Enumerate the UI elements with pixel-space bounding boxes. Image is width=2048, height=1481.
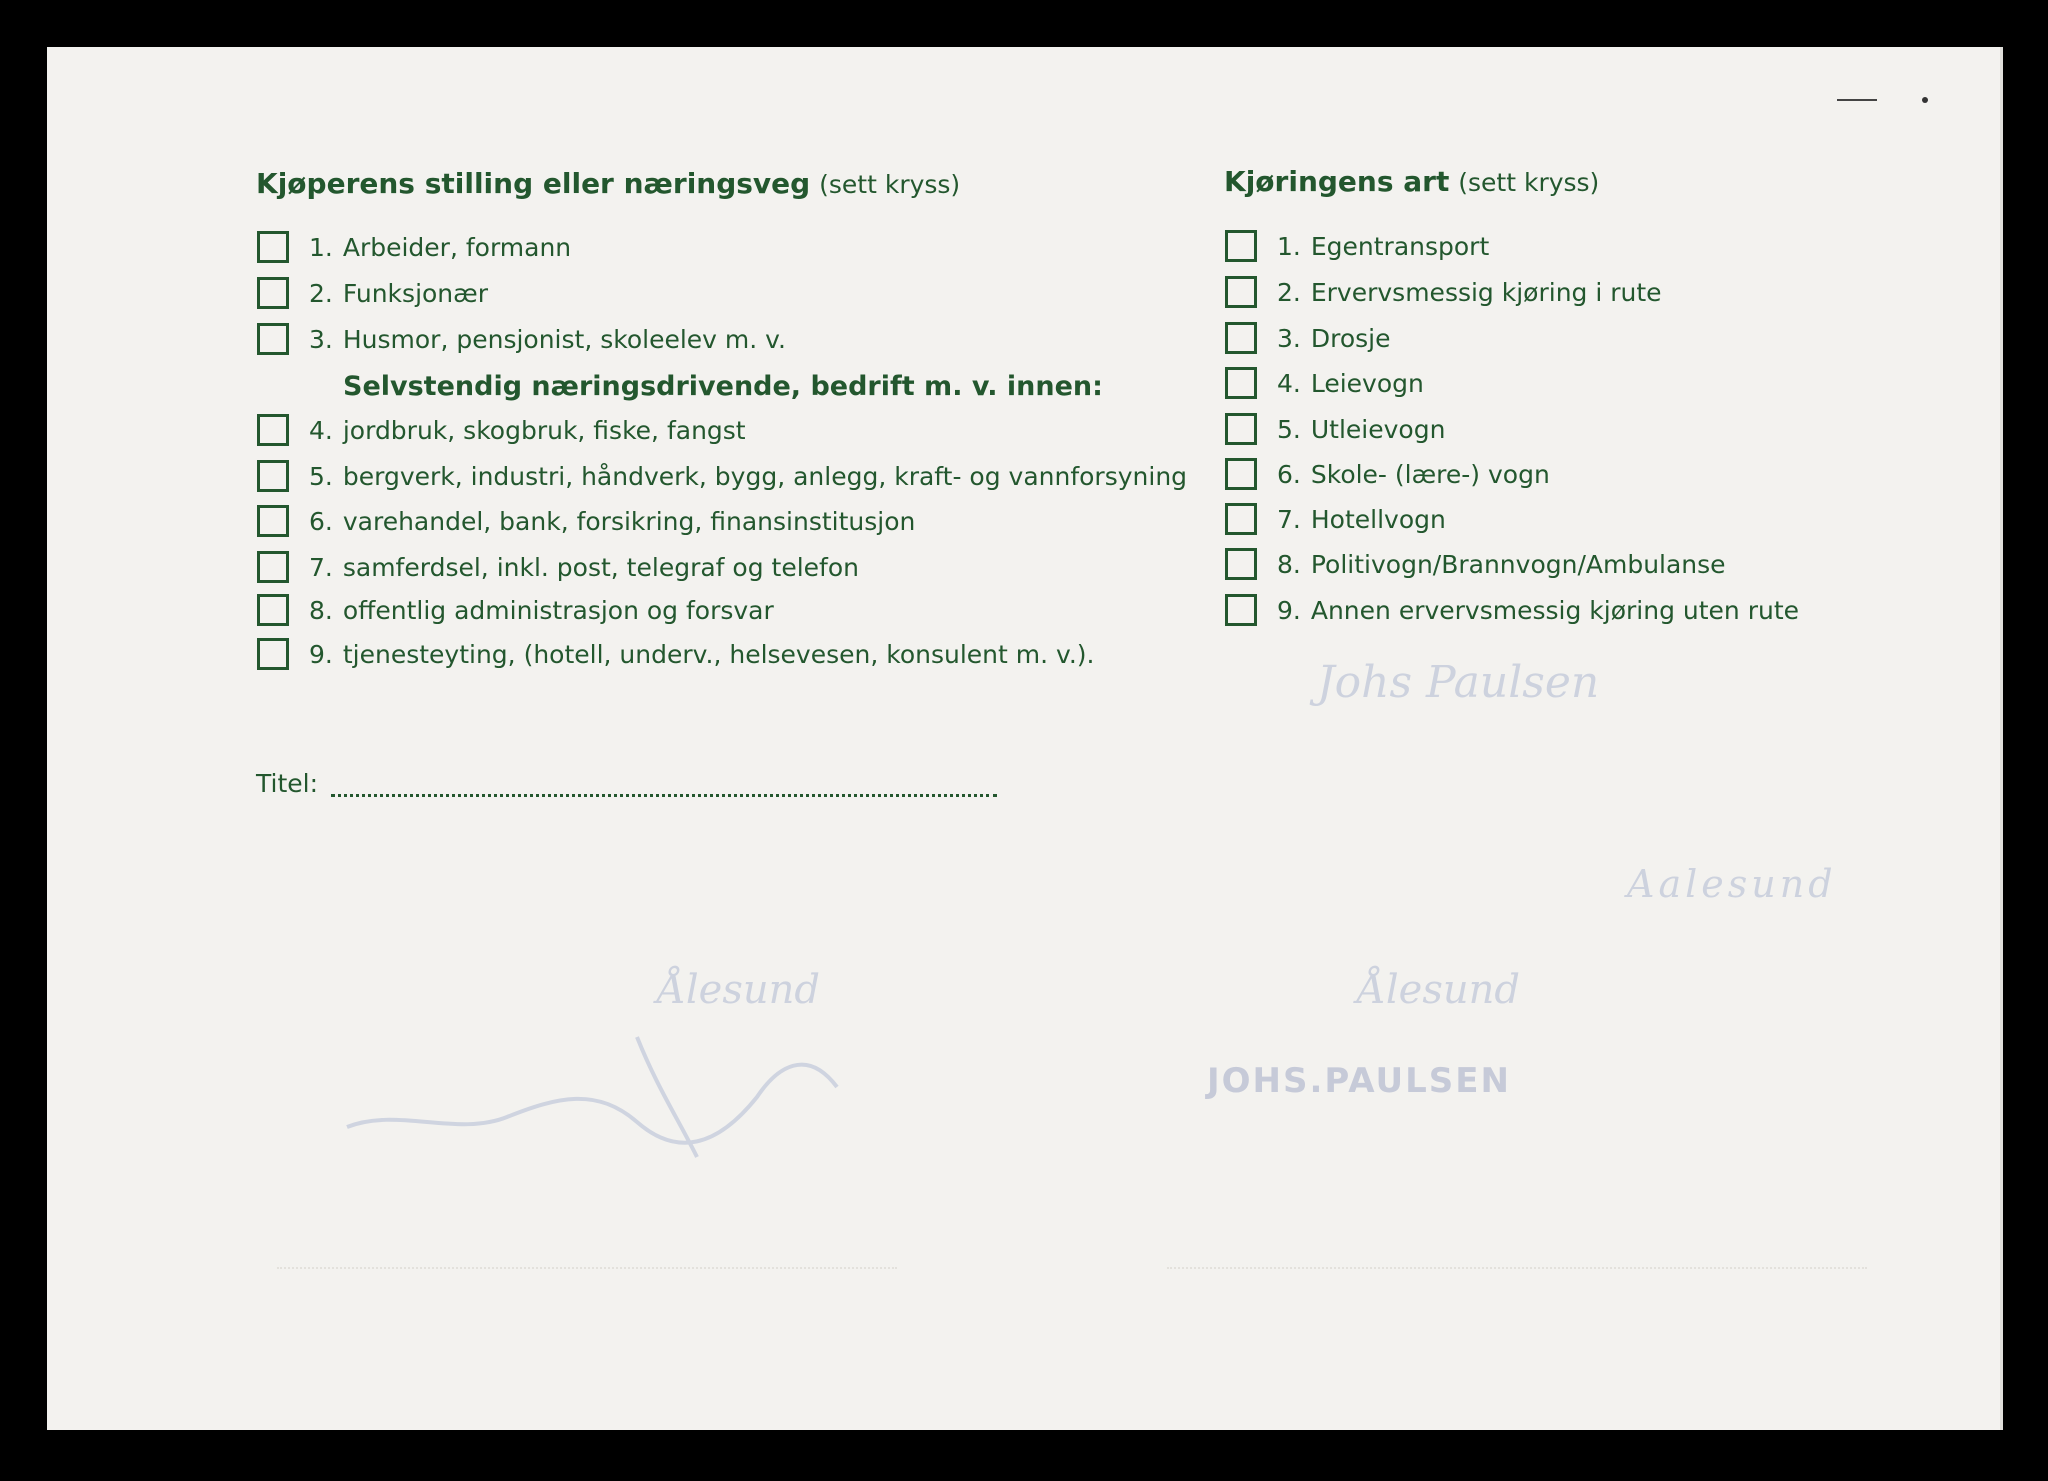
option-label: offentlig administrasjon og forsvar <box>342 595 774 625</box>
right-option-9[interactable] <box>1225 593 1799 627</box>
left-option-6[interactable] <box>257 504 915 538</box>
left-option-2[interactable] <box>257 276 488 310</box>
right-heading-note: (sett kryss) <box>1458 168 1600 197</box>
option-number: 4. <box>1277 368 1301 398</box>
form-sheet <box>47 47 2003 1430</box>
option-label: Utleievogn <box>1310 414 1446 444</box>
option-number: 7. <box>309 552 333 582</box>
bleed-stamp: JOHS.PAULSEN <box>1207 1061 1511 1101</box>
right-heading-title: Kjøringens art <box>1224 165 1450 198</box>
option-number: 6. <box>309 506 333 536</box>
option-number: 2. <box>309 278 333 308</box>
option-label: Skole- (lære-) vogn <box>1310 459 1550 489</box>
right-option-8[interactable] <box>1225 547 1726 581</box>
checkbox[interactable] <box>257 414 289 446</box>
checkbox[interactable] <box>257 505 289 537</box>
option-label: Hotellvogn <box>1310 504 1446 534</box>
bleed-handwriting-name: Johs Paulsen <box>1317 657 1600 708</box>
checkbox[interactable] <box>1225 276 1257 308</box>
bleed-print-block-right <box>1167 1267 1867 1349</box>
left-option-8[interactable] <box>257 593 774 627</box>
bleed-signature <box>337 1027 857 1167</box>
checkbox[interactable] <box>257 323 289 355</box>
option-label: jordbruk, skogbruk, fiske, fangst <box>342 415 746 445</box>
left-heading-note: (sett kryss) <box>819 170 961 199</box>
checkbox[interactable] <box>1225 458 1257 490</box>
right-option-2[interactable] <box>1225 275 1662 309</box>
corner-mark <box>1837 99 1877 101</box>
checkbox[interactable] <box>257 460 289 492</box>
checkbox[interactable] <box>257 277 289 309</box>
option-number: 5. <box>309 461 333 491</box>
option-label: varehandel, bank, forsikring, finansinstitusjon <box>342 506 916 536</box>
checkbox[interactable] <box>1225 367 1257 399</box>
title-input-line[interactable] <box>331 794 997 797</box>
checkbox[interactable] <box>257 638 289 670</box>
left-heading-title: Kjøperens stilling eller næringsveg <box>256 167 811 200</box>
left-option-3[interactable] <box>257 322 786 356</box>
bleed-handwriting-city: Aalesund <box>1627 862 1837 906</box>
option-label: Annen ervervsmessig kjøring uten rute <box>1310 595 1800 625</box>
checkbox[interactable] <box>1225 503 1257 535</box>
option-label: Funksjonær <box>342 278 488 308</box>
option-label: Leievogn <box>1310 368 1424 398</box>
bleed-print-block-left <box>277 1267 897 1349</box>
checkbox[interactable] <box>1225 413 1257 445</box>
option-number: 1. <box>1277 231 1301 261</box>
option-number: 1. <box>309 232 333 262</box>
right-option-7[interactable] <box>1225 502 1446 536</box>
right-option-4[interactable] <box>1225 366 1424 400</box>
option-number: 5. <box>1277 414 1301 444</box>
left-option-7[interactable] <box>257 550 859 584</box>
bleed-handwriting-place-left: Ålesund <box>657 967 821 1013</box>
checkbox[interactable] <box>257 594 289 626</box>
option-label: Politivogn/Brannvogn/Ambulanse <box>1310 549 1726 579</box>
right-option-1[interactable] <box>1225 229 1489 263</box>
option-number: 4. <box>309 415 333 445</box>
checkbox[interactable] <box>1225 230 1257 262</box>
left-option-5[interactable] <box>257 459 1187 493</box>
option-number: 2. <box>1277 277 1301 307</box>
option-label: bergverk, industri, håndverk, bygg, anlegg, kraft- og vannforsyning <box>342 461 1188 491</box>
checkbox[interactable] <box>1225 322 1257 354</box>
option-number: 9. <box>1277 595 1301 625</box>
right-heading <box>1224 165 1599 198</box>
option-number: 9. <box>309 639 333 669</box>
option-number: 7. <box>1277 504 1301 534</box>
left-heading <box>256 167 960 200</box>
checkbox[interactable] <box>1225 548 1257 580</box>
checkbox[interactable] <box>1225 594 1257 626</box>
option-label: Husmor, pensjonist, skoleelev m. v. <box>342 324 786 354</box>
bleed-handwriting-place-right: Ålesund <box>1357 967 1521 1013</box>
option-label: Egentransport <box>1310 231 1490 261</box>
left-option-1[interactable] <box>257 230 571 264</box>
right-option-3[interactable] <box>1225 321 1391 355</box>
checkbox[interactable] <box>257 551 289 583</box>
option-number: 8. <box>309 595 333 625</box>
title-label: Titel: <box>256 769 318 798</box>
option-number: 3. <box>309 324 333 354</box>
left-option-4[interactable] <box>257 413 746 447</box>
option-label: Drosje <box>1310 323 1391 353</box>
option-label: tjenesteyting, (hotell, underv., helsevesen, konsulent m. v.). <box>342 639 1095 669</box>
checkbox[interactable] <box>257 231 289 263</box>
right-option-6[interactable] <box>1225 457 1550 491</box>
option-label: Ervervsmessig kjøring i rute <box>1310 277 1662 307</box>
self-employed-subheading: Selvstendig næringsdrivende, bedrift m. v. innen: <box>343 371 1103 402</box>
option-number: 8. <box>1277 549 1301 579</box>
option-label: samferdsel, inkl. post, telegraf og telefon <box>342 552 859 582</box>
corner-dot <box>1922 97 1928 103</box>
left-option-9[interactable] <box>257 637 1095 671</box>
option-number: 6. <box>1277 459 1301 489</box>
option-label: Arbeider, formann <box>342 232 572 262</box>
option-number: 3. <box>1277 323 1301 353</box>
right-option-5[interactable] <box>1225 412 1445 446</box>
